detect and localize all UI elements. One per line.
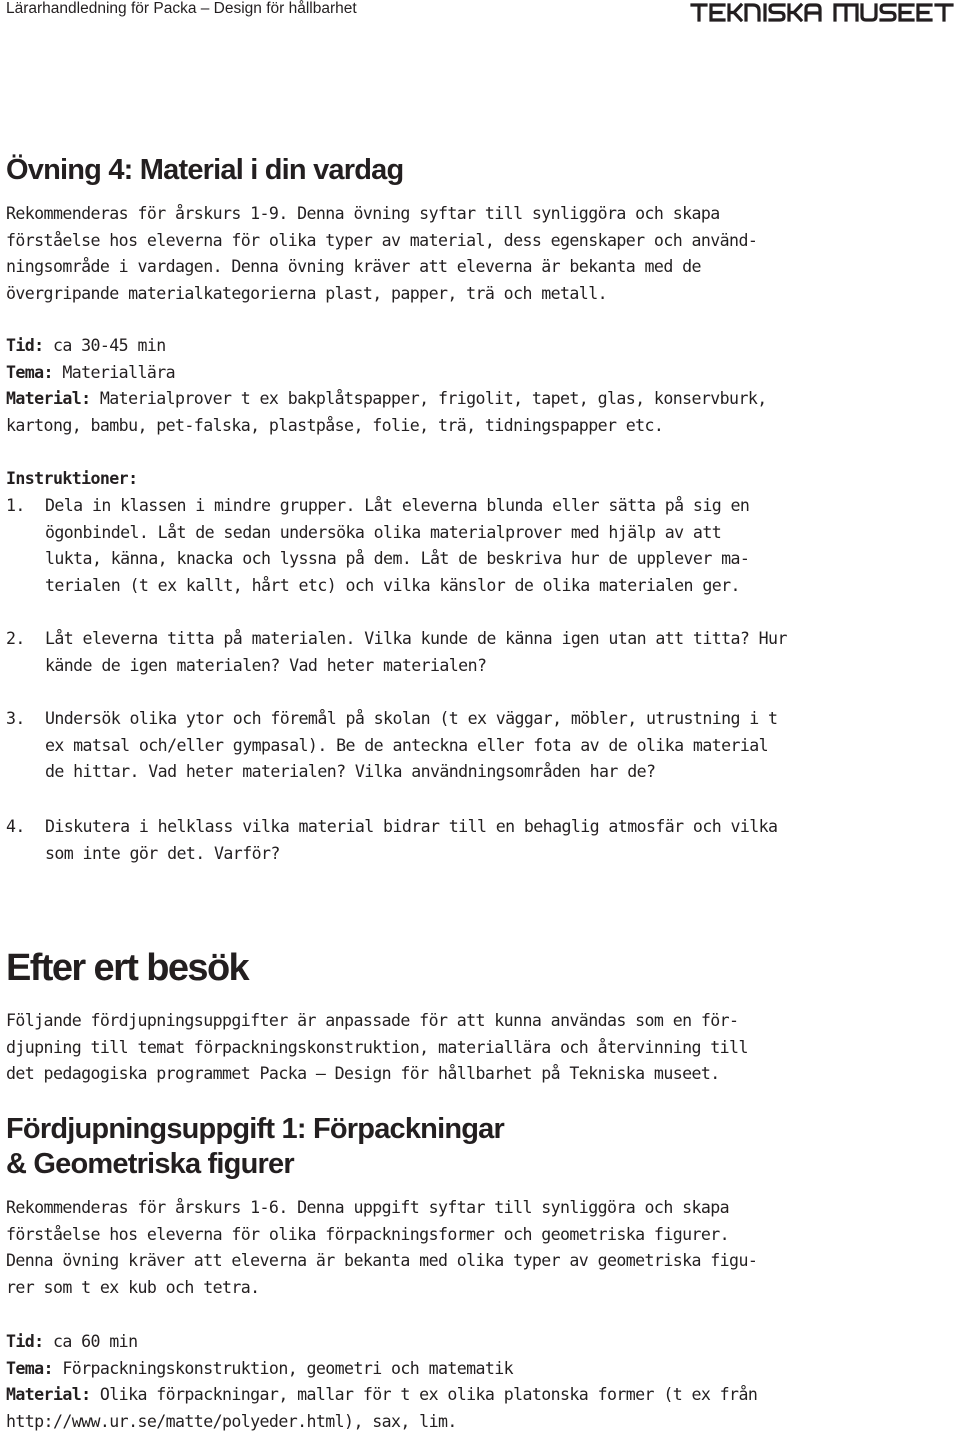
step-number: 1.: [6, 496, 25, 515]
after-visit-title: Efter ert besök: [6, 947, 249, 989]
logo-graphic: [690, 2, 956, 22]
time-value: ca 30-45 min: [43, 336, 166, 355]
material-row: [6, 1382, 758, 1409]
theme-row: [6, 1356, 696, 1383]
step-line: ex matsal och/eller gympasal). Be de anteckna eller fota av de olika material: [45, 735, 769, 755]
intro-line: ningsområde i vardagen. Denna övning kräver att eleverna är bekanta med de: [6, 257, 701, 276]
time-value: ca 60 min: [43, 1332, 138, 1351]
instructions-heading: Instruktioner:: [6, 469, 138, 488]
intro-line: förståelse hos eleverna för olika förpackningsformer och geometriska figurer.: [6, 1224, 730, 1244]
tekniska-museet-logo: [690, 2, 956, 22]
material-value: Materialprover t ex bakplåtspapper, frigolit, tapet, glas, konservburk,: [90, 389, 767, 408]
intro-line: övergripande materialkategorierna plast, papper, trä och metall.: [6, 283, 607, 303]
exercise-title: Övning 4: Material i din vardag: [6, 154, 404, 186]
step-line: de hittar. Vad heter materialen? Vilka användningsområden har de?: [45, 762, 656, 781]
paragraph-line: det pedagogiska programmet Packa – Design för hållbarhet på Tekniska museet.: [6, 1064, 720, 1083]
time-row: [6, 1329, 696, 1356]
task-title: Fördjupningsuppgift 1: Förpackningar: [6, 1113, 505, 1145]
instructions-list: [6, 493, 749, 599]
intro-line: Denna övning kräver att eleverna är bekanta med olika typer av geometriska figu-: [6, 1251, 758, 1270]
step-line: ögonbindel. Låt de sedan undersöka olika materialprover med hjälp av att: [45, 522, 722, 542]
step-number: 3.: [6, 709, 25, 728]
task-title-cont: & Geometriska figurer: [6, 1148, 294, 1180]
paragraph-line: Följande fördjupningsuppgifter är anpassade för att kunna användas som en för-: [6, 1011, 739, 1030]
step-number: 4.: [6, 817, 25, 836]
step-line: lukta, känna, knacka och lyssna på dem. Låt de beskriva hur de upplever ma-: [45, 549, 750, 568]
step-line: Undersök olika ytor och föremål på skolan (t ex väggar, möbler, utrustning i t: [45, 709, 778, 728]
theme-value: Förpackningskonstruktion, geometri och matematik: [52, 1358, 514, 1378]
instructions-list: [6, 626, 787, 679]
list-item: [6, 706, 777, 786]
theme-row: [6, 360, 696, 387]
step-line: terialen (t ex kallt, hårt etc) och vilka känslor de olika materialen ger.: [45, 575, 740, 595]
material-value: Olika förpackningar, mallar för t ex olika platonska former (t ex från: [90, 1385, 758, 1404]
after-visit-text: [6, 1008, 748, 1088]
paragraph-line: djupning till temat förpackningskonstruktion, materiallära och återvinning till: [6, 1037, 748, 1057]
time-label: Tid:: [6, 1332, 44, 1351]
exercise-meta: [6, 333, 767, 439]
step-line: kände de igen materialen? Vad heter materialen?: [45, 655, 487, 675]
theme-label: Tema:: [6, 1358, 53, 1378]
running-header: Lärarhandledning för Packa – Design för hållbarhet: [6, 0, 357, 17]
step-line: som inte gör det. Varför?: [45, 843, 280, 863]
time-row: [6, 333, 696, 360]
step-number: 2.: [6, 629, 25, 648]
intro-line: rer som t ex kub och tetra.: [6, 1277, 260, 1297]
material-row-cont: http://www.ur.se/matte/polyeder.html), sax, lim.: [6, 1411, 457, 1431]
intro-line: Rekommenderas för årskurs 1-9. Denna övning syftar till synliggöra och skapa: [6, 204, 720, 223]
material-label: Material:: [6, 389, 91, 408]
material-row-cont: kartong, bambu, pet-falska, plastpåse, folie, trä, tidningspapper etc.: [6, 415, 664, 435]
material-label: Material:: [6, 1385, 91, 1404]
material-row: [6, 386, 767, 413]
step-line: Låt eleverna titta på materialen. Vilka kunde de känna igen utan att titta? Hur: [45, 629, 787, 648]
exercise-intro: [6, 201, 758, 307]
instructions-list: [6, 814, 777, 867]
list-item: [6, 814, 777, 867]
task-intro: [6, 1195, 758, 1301]
list-item: [6, 493, 749, 599]
intro-line: förståelse hos eleverna för olika typer av material, dess egenskaper och använd-: [6, 230, 758, 250]
step-line: Dela in klassen i mindre grupper. Låt eleverna blunda eller sätta på sig en: [45, 496, 750, 515]
theme-label: Tema:: [6, 362, 53, 382]
step-line: Diskutera i helklass vilka material bidrar till en behaglig atmosfär och vilka: [45, 817, 778, 836]
instructions-list: [6, 706, 777, 786]
time-label: Tid:: [6, 336, 44, 355]
list-item: [6, 626, 787, 679]
intro-line: Rekommenderas för årskurs 1-6. Denna uppgift syftar till synliggöra och skapa: [6, 1198, 730, 1217]
task-meta: [6, 1329, 758, 1435]
theme-value: Materiallära: [52, 362, 176, 382]
